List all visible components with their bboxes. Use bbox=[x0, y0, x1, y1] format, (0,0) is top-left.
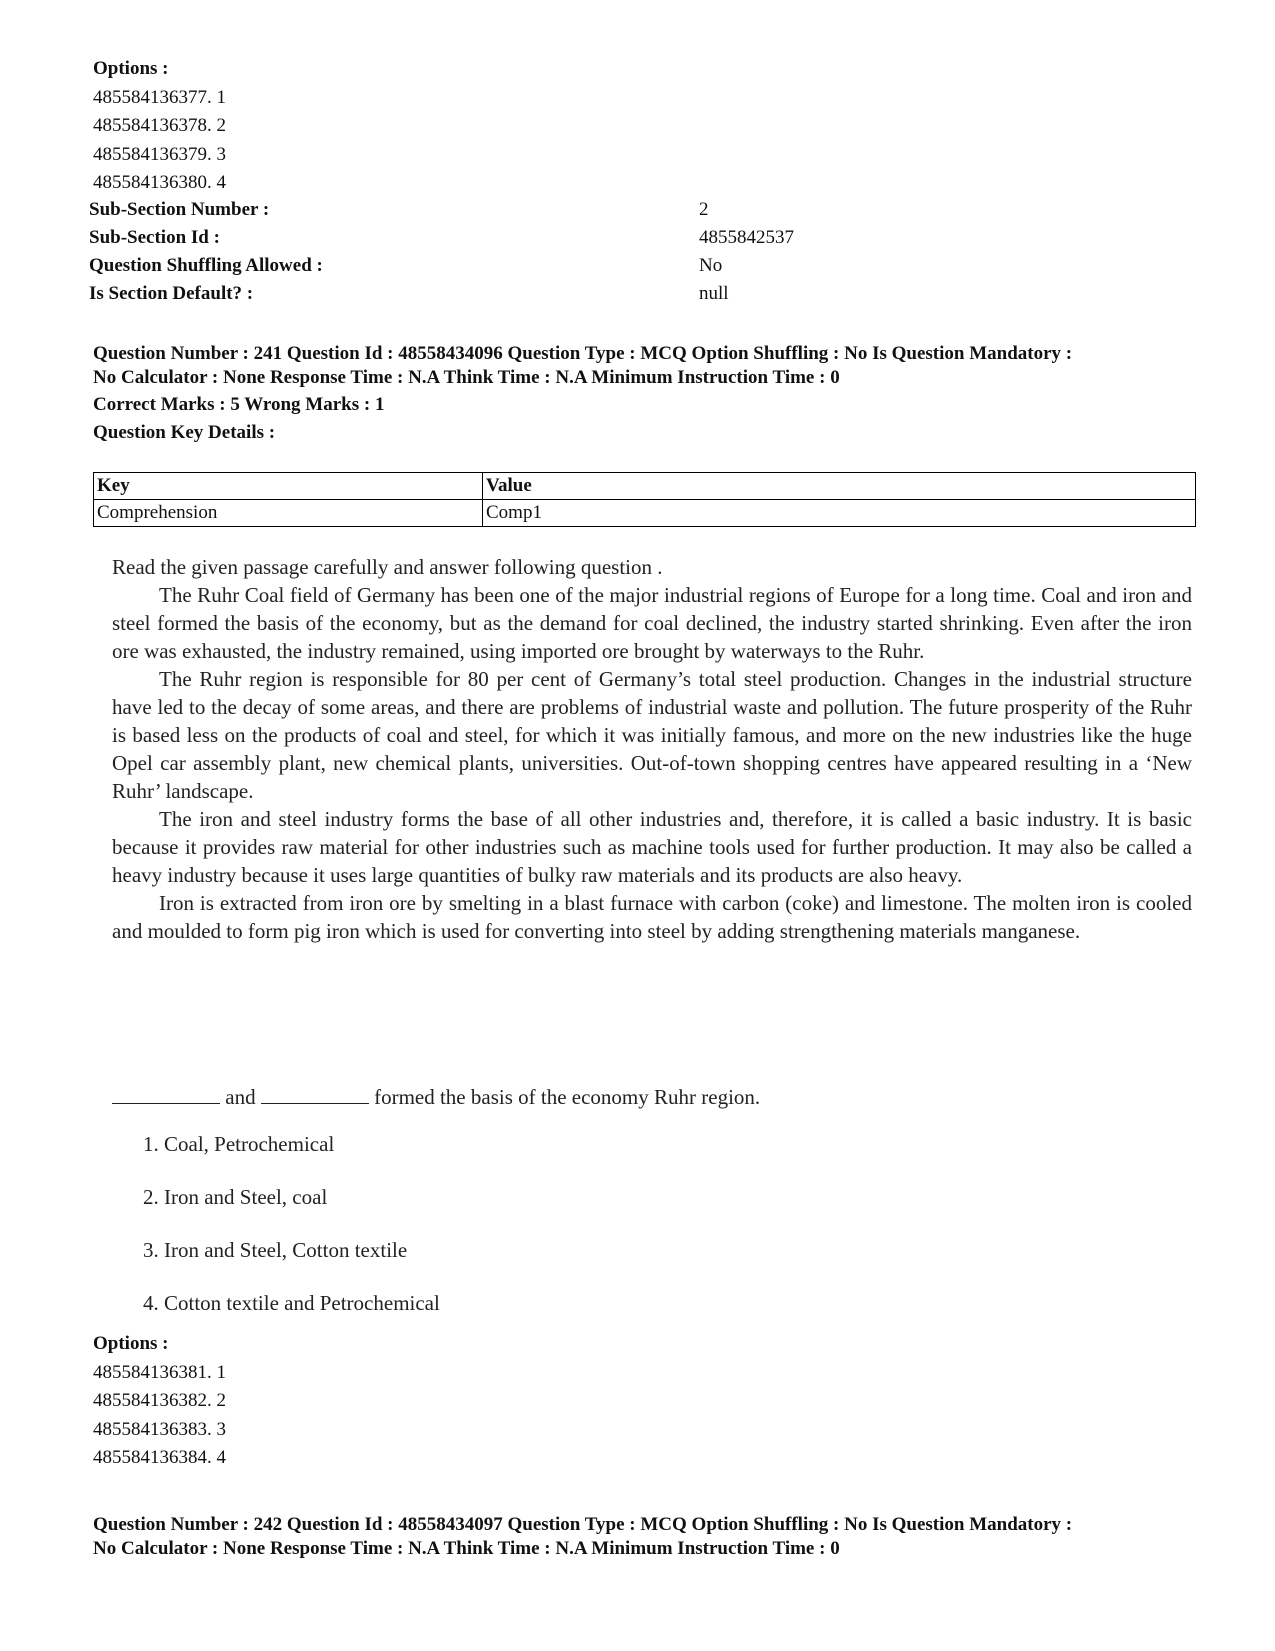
option-id: 485584136378. 2 bbox=[93, 115, 226, 136]
options-label: Options : bbox=[93, 1333, 169, 1354]
subsection-number-value: 2 bbox=[699, 199, 709, 220]
question-header-next bbox=[93, 1513, 1203, 1561]
option-id: 485584136380. 4 bbox=[93, 172, 226, 193]
key-table-header-row bbox=[94, 473, 1196, 500]
passage-paragraph: The iron and steel industry forms the base of all other industries and, therefore, it is called a basic industry. It is basic because it provides raw material for other industries such as machine tools used for further production. It may also be called a heavy industry because it uses large quantities of bulky raw materials and its products are also heavy. bbox=[112, 807, 1192, 887]
section-default-value: null bbox=[699, 283, 729, 304]
option-id: 485584136384. 4 bbox=[93, 1447, 226, 1468]
key-table-header-key: Key bbox=[94, 473, 483, 500]
table-row bbox=[94, 500, 1196, 527]
subsection-id-value: 4855842537 bbox=[699, 227, 794, 248]
passage-paragraph: The Ruhr region is responsible for 80 per cent of Germany’s total steel production. Changes in the industrial structure have led to the decay of some areas, and there are problems of industrial waste and pollution. The future prosperity of the Ruhr is based less on the products of coal and steel, for which it was initially famous, and more on the new industries like the huge Opel car assembly plant, new chemical plants, universities. Out-of-town shopping centres have appeared resulting in a ‘New Ruhr’ landscape. bbox=[112, 667, 1192, 803]
passage-paragraph: The Ruhr Coal field of Germany has been one of the major industrial regions of Europe for a long time. Coal and iron and steel formed the basis of the economy, but as the demand for coal declined, the industry started shrinking. Even after the iron ore was exhausted, the industry remained, using imported ore brought by waterways to the Ruhr. bbox=[112, 583, 1192, 663]
fill-blank bbox=[261, 1081, 369, 1104]
question-header-line2: No Calculator : None Response Time : N.A Think Time : N.A Minimum Instruction Time : 0 bbox=[93, 367, 840, 388]
subsection-number-label: Sub-Section Number : bbox=[89, 199, 270, 220]
option-id: 485584136381. 1 bbox=[93, 1361, 226, 1383]
section-default-label: Is Section Default? : bbox=[89, 283, 254, 304]
options-block bbox=[93, 1330, 226, 1473]
comprehension-passage bbox=[112, 553, 1192, 945]
question-key-table bbox=[93, 472, 1196, 527]
answer-choice: 3. Iron and Steel, Cotton textile bbox=[143, 1238, 408, 1262]
question-header-line2: No Calculator : None Response Time : N.A Think Time : N.A Minimum Instruction Time : 0 bbox=[93, 1538, 840, 1559]
question-header-line1: Question Number : 241 Question Id : 48558434096 Question Type : MCQ Option Shuffling : No Is Question Mandatory : bbox=[93, 343, 1073, 364]
passage-intro: Read the given passage carefully and answer following question . bbox=[112, 555, 663, 579]
answer-choice: 2. Iron and Steel, coal bbox=[143, 1185, 328, 1209]
key-table-cell-key: Comprehension bbox=[94, 500, 483, 527]
option-id: 485584136382. 2 bbox=[93, 1390, 226, 1411]
question-shuffling-label: Question Shuffling Allowed : bbox=[89, 255, 323, 276]
option-id: 485584136377. 1 bbox=[93, 86, 226, 108]
passage-paragraph: Iron is extracted from iron ore by smelting in a blast furnace with carbon (coke) and limestone. The molten iron is cooled and moulded to form pig iron which is used for converting into steel by adding strengthening materials manganese. bbox=[112, 891, 1192, 943]
subsection-id-label: Sub-Section Id : bbox=[89, 227, 220, 248]
question-key-details-label: Question Key Details : bbox=[93, 422, 276, 443]
fill-blank bbox=[112, 1081, 220, 1104]
answer-choice: 1. Coal, Petrochemical bbox=[143, 1132, 335, 1156]
stem-connector: and bbox=[225, 1085, 256, 1109]
option-id: 485584136383. 3 bbox=[93, 1418, 226, 1440]
key-table-cell-value: Comp1 bbox=[483, 500, 1196, 527]
key-table-header-value: Value bbox=[483, 473, 1196, 500]
answer-choice: 4. Cotton textile and Petrochemical bbox=[143, 1291, 440, 1315]
stem-text: formed the basis of the economy Ruhr region. bbox=[374, 1085, 761, 1109]
question-stem bbox=[112, 1081, 760, 1110]
options-block-previous bbox=[93, 55, 226, 198]
question-header bbox=[93, 342, 1203, 390]
option-id: 485584136379. 3 bbox=[93, 143, 226, 165]
question-marks: Correct Marks : 5 Wrong Marks : 1 bbox=[93, 394, 385, 415]
question-header-line1: Question Number : 242 Question Id : 48558434097 Question Type : MCQ Option Shuffling : No Is Question Mandatory : bbox=[93, 1514, 1073, 1535]
options-label: Options : bbox=[93, 58, 169, 79]
question-shuffling-value: No bbox=[699, 255, 723, 276]
